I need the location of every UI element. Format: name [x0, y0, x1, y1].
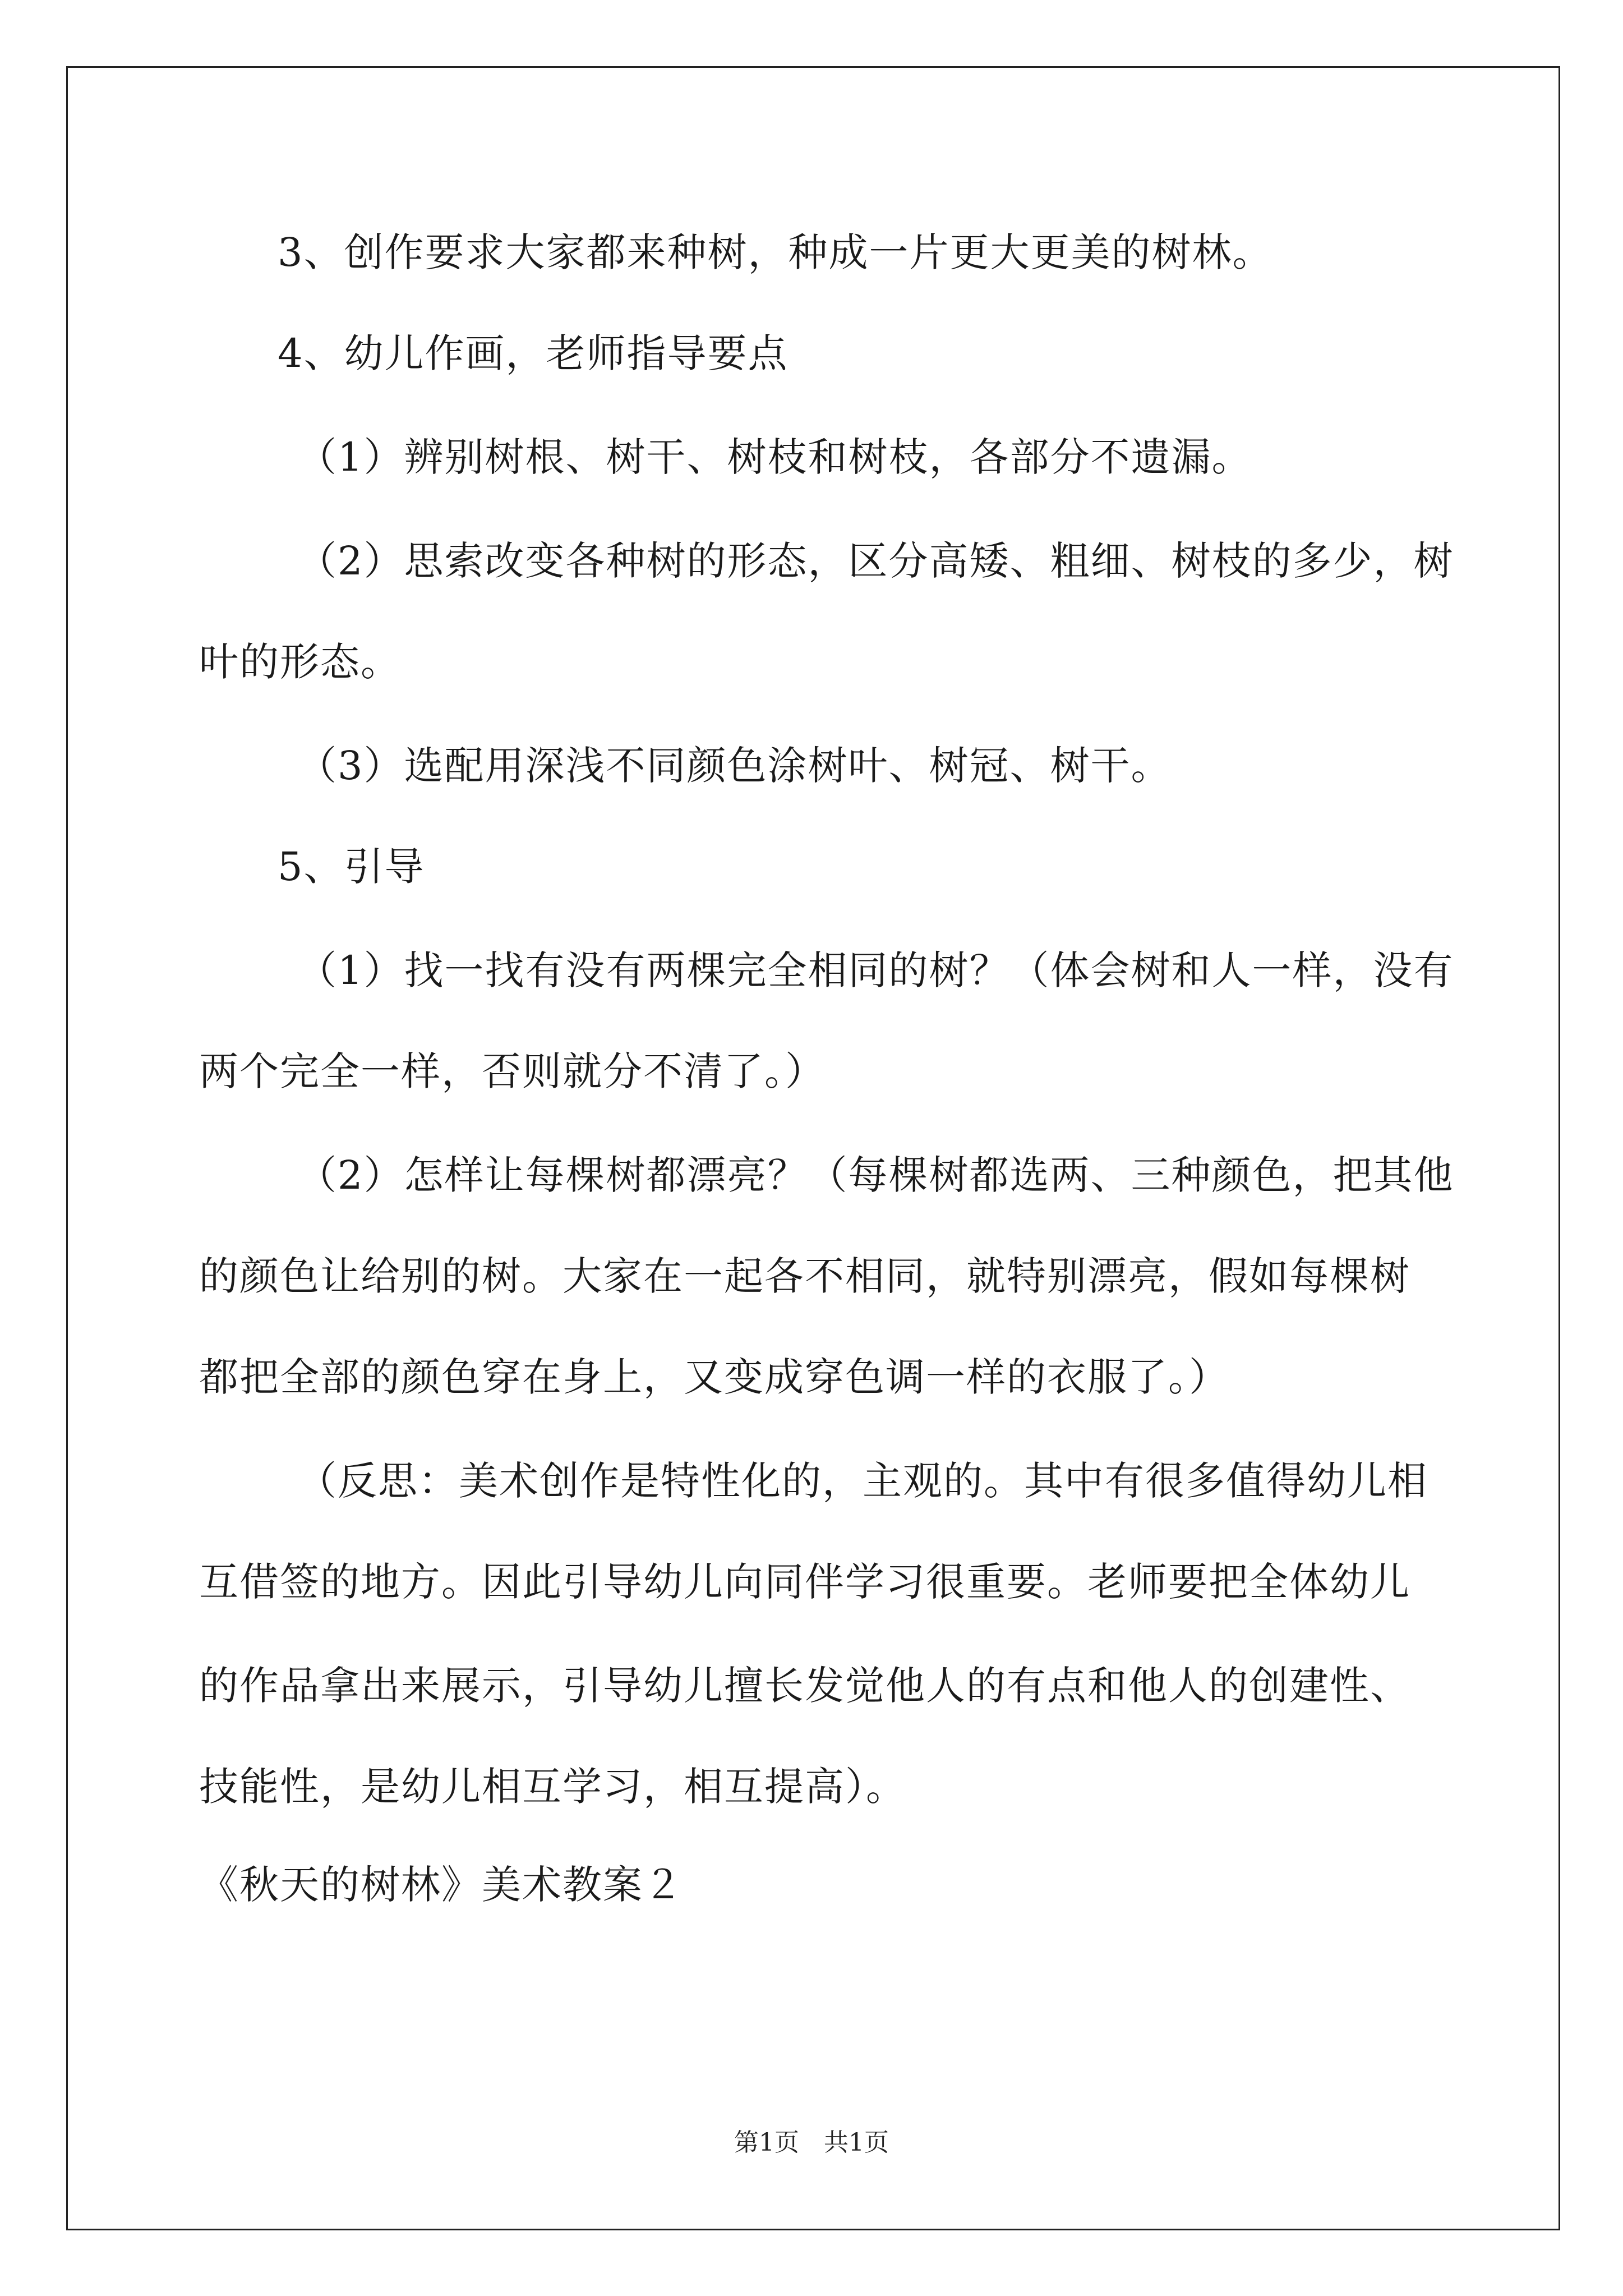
paragraph-reflection-cont-3: 技能性，是幼儿相互学习，相互提高）。	[199, 1764, 906, 1810]
section-title: 《秋天的树林》美术教案２	[199, 1862, 684, 1908]
paragraph-step-5-1-cont: 两个完全一样，否则就分不清了。）	[199, 1048, 826, 1094]
paragraph-reflection-cont-1: 互借签的地方。因此引导幼儿向同伴学习很重要。老师要把全体幼儿	[199, 1559, 1410, 1605]
paragraph-step-4-3: （3）选配用深浅不同颜色涂树叶、树冠、树干。	[297, 743, 1172, 789]
paragraph-step-4-1: （1）辨别树根、树干、树枝和树枝，各部分不遗漏。	[297, 434, 1252, 480]
page-number-footer: 第1页 共1页	[734, 2128, 889, 2157]
paragraph-step-5-2-cont-2: 都把全部的颜色穿在身上，又变成穿色调一样的衣服了。）	[199, 1354, 1229, 1400]
paragraph-reflection-cont-2: 的作品拿出来展示，引导幼儿擅长发觉他人的有点和他人的创建性、	[199, 1663, 1410, 1709]
paragraph-step-4-2-cont: 叶的形态。	[199, 639, 401, 685]
paragraph-step-4: 4、幼儿作画，老师指导要点	[278, 330, 789, 376]
paragraph-step-5-1: （1）找一找有没有两棵完全相同的树？（体会树和人一样，没有	[297, 947, 1454, 993]
paragraph-step-3: 3、创作要求大家都来种树，种成一片更大更美的树林。	[278, 229, 1273, 275]
paragraph-reflection: （反思：美术创作是特性化的，主观的。其中有很多值得幼儿相	[297, 1458, 1428, 1504]
paragraph-step-5-2-cont-1: 的颜色让给别的树。大家在一起各不相同，就特别漂亮，假如每棵树	[199, 1253, 1410, 1299]
paragraph-step-5-2: （2）怎样让每棵树都漂亮？（每棵树都选两、三种颜色，把其他	[297, 1152, 1454, 1198]
paragraph-step-4-2: （2）思索改变各种树的形态，区分高矮、粗细、树枝的多少，树	[297, 538, 1454, 584]
paragraph-step-5: 5、引导	[278, 844, 425, 890]
